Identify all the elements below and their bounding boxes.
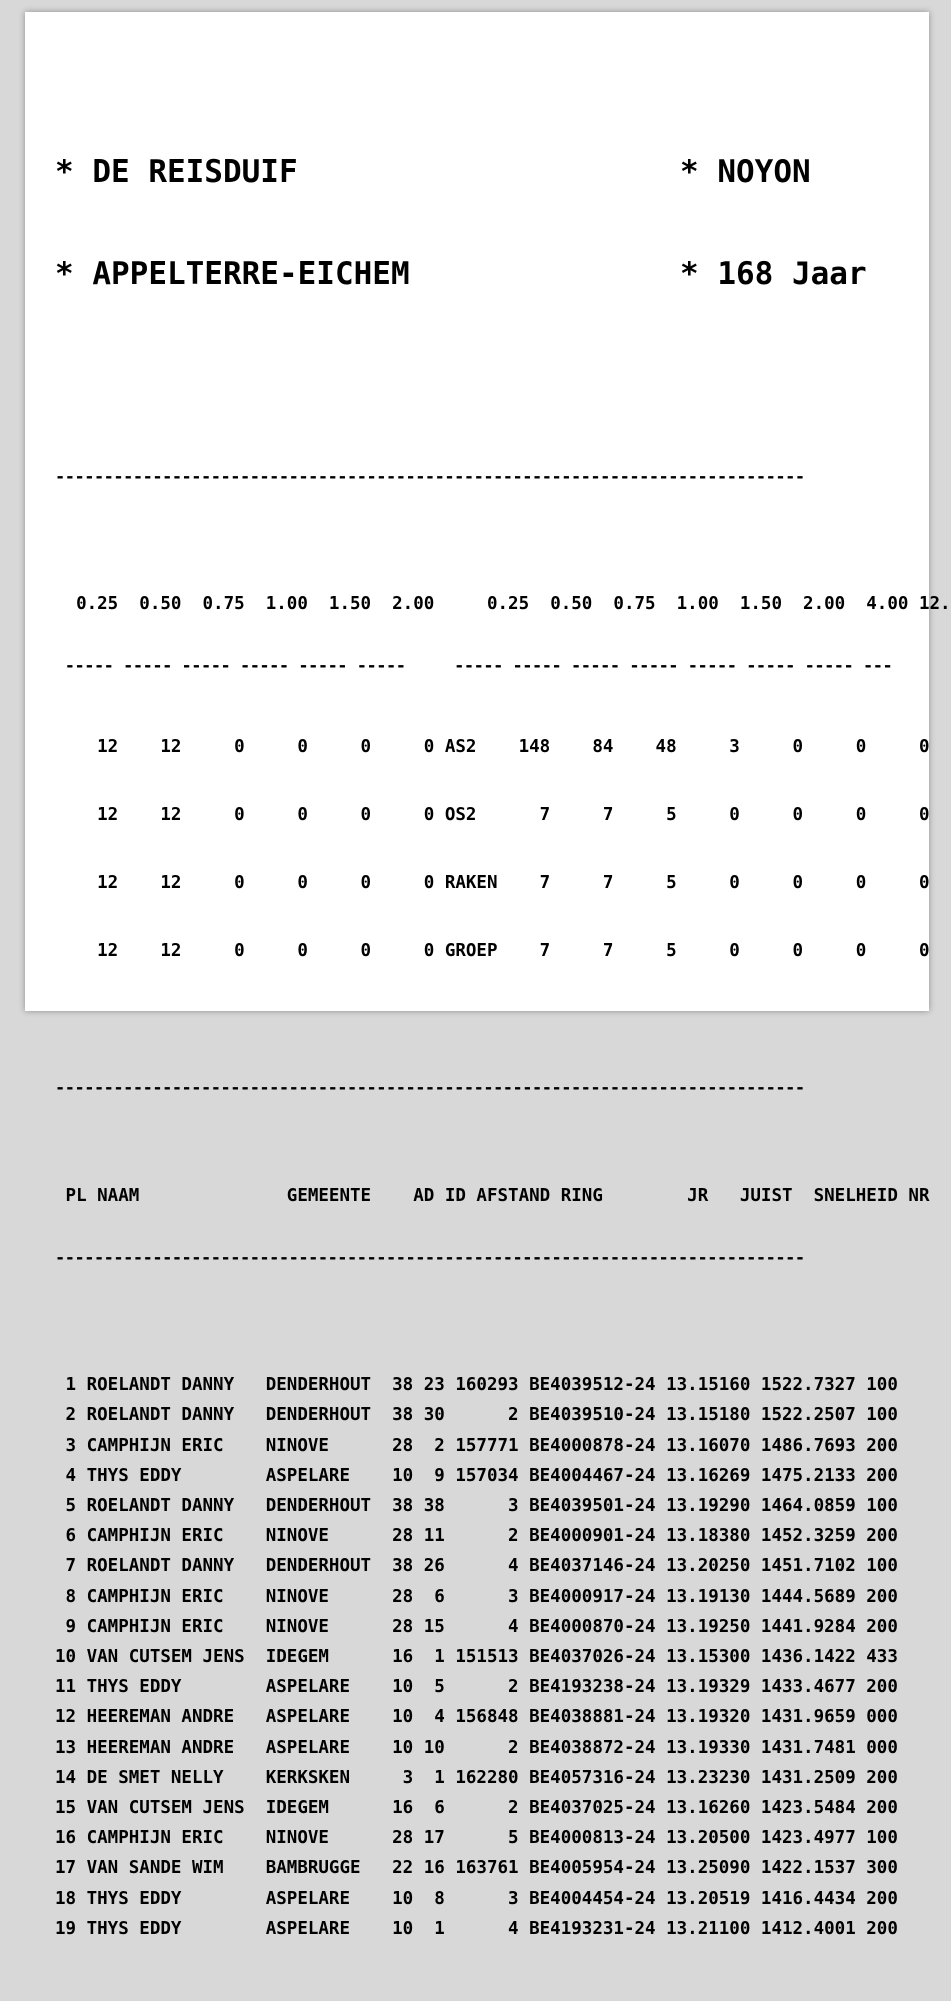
race-name: * NOYON (680, 154, 811, 190)
printed-report-page (25, 12, 951, 1939)
table-row: 14 DE SMET NELLY KERKSKEN 3 1 162280 BE4057316-24 13.23230 1431.2509 200 (55, 1767, 898, 1788)
poule-left-values: 12 12 0 0 0 0 (55, 941, 445, 961)
poule-left-underline: ----- ----- ----- ----- ----- ----- (55, 656, 406, 676)
poule-left-values: 12 12 0 0 0 0 (55, 873, 445, 893)
table-row: 12 HEEREMAN ANDRE ASPELARE 10 4 156848 BE4038881-24 13.19320 1431.9659 000 (55, 1707, 898, 1728)
table-row: 6 CAMPHIJN ERIC NINOVE 28 11 2 BE4000901-24 13.18380 1452.3259 200 (55, 1526, 898, 1547)
poule-row (55, 868, 951, 898)
poule-right-values: 148 84 48 3 0 0 0 (497, 737, 930, 757)
table-row: 18 THYS EDDY ASPELARE 10 8 3 BE4004454-24 13.20519 1416.4434 200 (55, 1888, 898, 1909)
header-line-2 (55, 257, 951, 291)
separator-columns: ----------------------------------------------------------------------------- (55, 1248, 805, 1269)
header-line-1 (55, 155, 951, 189)
table-row: 2 ROELANDT DANNY DENDERHOUT 38 30 2 BE4039510-24 13.15180 1522.2507 100 (55, 1405, 898, 1426)
club-name: * DE REISDUIF (55, 154, 298, 190)
results-list (55, 1370, 951, 1944)
race-year: * 168 Jaar (680, 256, 867, 292)
poule-underline-row (55, 657, 951, 675)
poule-right-values: 7 7 5 0 0 0 0 (497, 805, 930, 825)
table-row: 3 CAMPHIJN ERIC NINOVE 28 2 157771 BE4000878-24 13.16070 1486.7693 200 (55, 1435, 898, 1456)
poule-header-row (55, 589, 951, 619)
poule-right-values: 7 7 5 0 0 0 0 (497, 873, 930, 893)
report-header (55, 87, 951, 359)
poule-row (55, 732, 951, 762)
table-row: 8 CAMPHIJN ERIC NINOVE 28 6 3 BE4000917-24 13.19130 1444.5689 200 (55, 1586, 898, 1607)
table-row: 11 THYS EDDY ASPELARE 10 5 2 BE4193238-24 13.19329 1433.4677 200 (55, 1677, 898, 1698)
results-column-header: PL NAAM GEMEENTE AD ID AFSTAND RING JR JUIST SNELHEID NR (55, 1186, 930, 1206)
table-row: 10 VAN CUTSEM JENS IDEGEM 16 1 151513 BE4037026-24 13.15300 1436.1422 433 (55, 1647, 898, 1668)
poule-row-label: GROEP (444, 941, 498, 961)
poule-left-values: 12 12 0 0 0 0 (55, 805, 445, 825)
poule-right-underline: ----- ----- ----- ----- ----- ----- ----- --- (405, 656, 893, 676)
poule-right-values: 7 7 5 0 0 0 0 (497, 941, 930, 961)
club-town: * APPELTERRE-EICHEM (55, 256, 410, 292)
table-row: 17 VAN SANDE WIM BAMBRUGGE 22 16 163761 BE4005954-24 13.25090 1422.1537 300 (55, 1858, 898, 1879)
separator-middle: ----------------------------------------------------------------------------- (55, 1078, 805, 1098)
table-row: 19 THYS EDDY ASPELARE 10 1 4 BE4193231-24 13.21100 1412.4001 200 (55, 1918, 898, 1939)
poule-row-label: OS2 (444, 805, 498, 825)
table-row: 13 HEEREMAN ANDRE ASPELARE 10 10 2 BE4038872-24 13.19330 1431.7481 000 (55, 1737, 898, 1758)
table-row: 5 ROELANDT DANNY DENDERHOUT 38 38 3 BE4039501-24 13.19290 1464.0859 100 (55, 1496, 898, 1517)
table-row: 9 CAMPHIJN ERIC NINOVE 28 15 4 BE4000870-24 13.19250 1441.9284 200 (55, 1616, 898, 1637)
table-row: 4 THYS EDDY ASPELARE 10 9 157034 BE4004467-24 13.16269 1475.2133 200 (55, 1465, 898, 1486)
separator-top: ----------------------------------------------------------------------------- (55, 467, 805, 487)
poule-row (55, 936, 951, 966)
table-row: 16 CAMPHIJN ERIC NINOVE 28 17 5 BE4000813-24 13.20500 1423.4977 100 (55, 1828, 898, 1849)
table-row: 15 VAN CUTSEM JENS IDEGEM 16 6 2 BE4037025-24 13.16260 1423.5484 200 (55, 1798, 898, 1819)
table-row: 1 ROELANDT DANNY DENDERHOUT 38 23 160293 BE4039512-24 13.15160 1522.7327 100 (55, 1375, 898, 1396)
poule-row-label: RAKEN (444, 873, 498, 893)
report-body (55, 30, 951, 2001)
poule-left-labels: 0.25 0.50 0.75 1.00 1.50 2.00 (55, 594, 435, 614)
poule-row (55, 800, 951, 830)
table-row: 7 ROELANDT DANNY DENDERHOUT 38 26 4 BE4037146-24 13.20250 1451.7102 100 (55, 1556, 898, 1577)
poule-left-values: 12 12 0 0 0 0 (55, 737, 445, 757)
poule-row-label: AS2 (444, 737, 498, 757)
poule-right-labels: 0.25 0.50 0.75 1.00 1.50 2.00 4.00 12. (434, 594, 951, 614)
